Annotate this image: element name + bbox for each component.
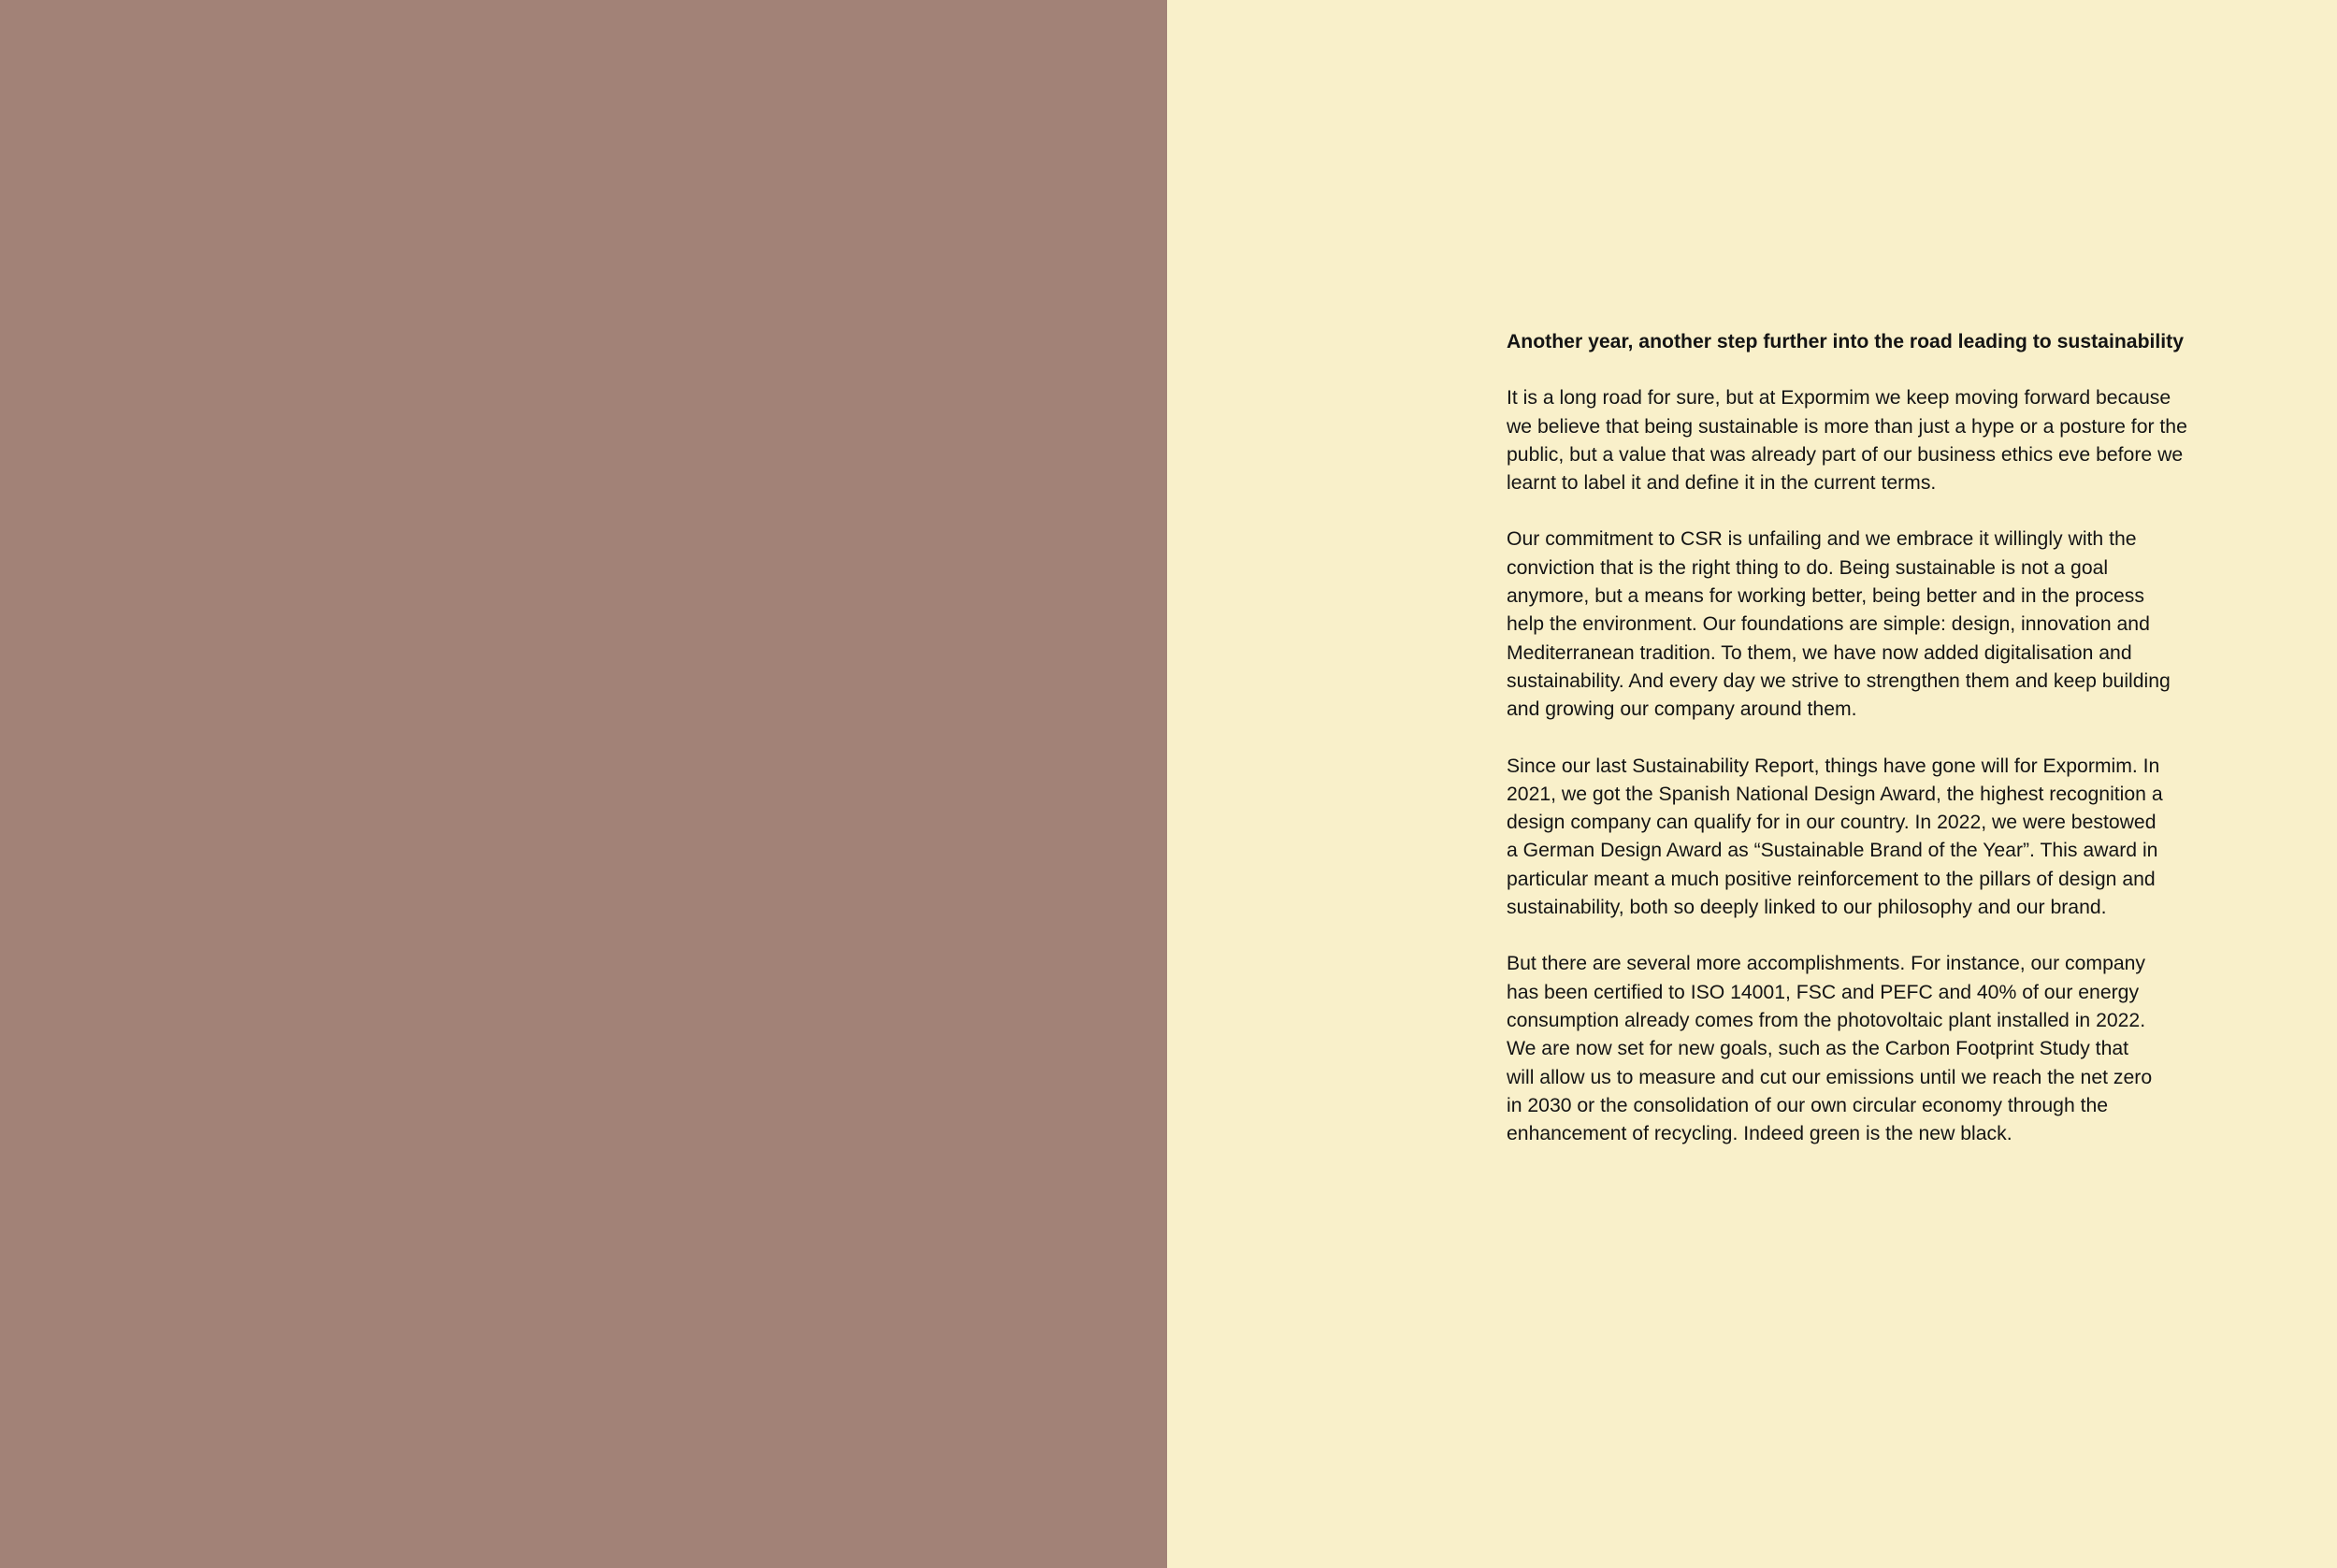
article-heading: Another year, another step further into the road leading to sustainability [1507, 331, 2185, 352]
article-paragraph-4: But there are several more accomplishments. For instance, our company has been certified to ISO 14001, FSC and PEFC and 40% of our energy consumption already comes from the photovoltaic plant installed in 2022. We are now set for new goals, such as the Carbon Footprint Study that will allow us to measure and cut our emissions until we reach the net zero in 2030 or the consolidation of our own circular economy through the enhancement of recycling. Indeed green is the new black. [1507, 953, 2153, 1145]
article-paragraph-1: It is a long road for sure, but at Expormim we keep moving forward because we believe that being sustainable is more than just a hype or a posture for the public, but a value that was already part of our business ethics eve before we learnt to label it and define it in the current terms. [1507, 387, 2187, 495]
left-page-color-panel [0, 0, 1167, 1568]
article-text-block [1507, 328, 2236, 1176]
right-page [1167, 0, 2337, 1568]
article-paragraph-3: Since our last Sustainability Report, things have gone will for Expormim. In 2021, we got the Spanish National Design Award, the highest recognition a design company can qualify for in our country. In 2022, we were bestowed a German Design Award as “Sustainable Brand of the Year”. This award in particular meant a much positive reinforcement to the pillars of design and sustainability, both so deeply linked to our philosophy and our brand. [1507, 755, 2163, 919]
article-paragraph-2: Our commitment to CSR is unfailing and we embrace it willingly with the conviction that is the right thing to do. Being sustainable is not a goal anymore, but a means for working better, being better and in the process help the environment. Our foundations are simple: design, innovation and Mediterranean tradition. To them, we have now added digitalisation and sustainability. And every day we strive to strengthen them and keep building and growing our company around them. [1507, 528, 2171, 721]
